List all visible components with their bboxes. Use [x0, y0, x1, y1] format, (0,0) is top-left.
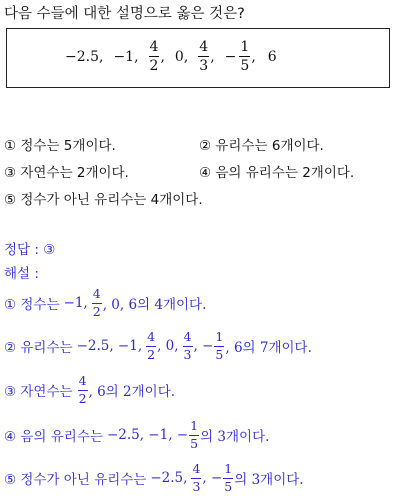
- fraction-numerator: 4: [149, 39, 159, 55]
- fraction-denominator: 2: [147, 346, 156, 362]
- number-0: 0,: [174, 48, 189, 65]
- fraction-denominator: 3: [183, 346, 192, 362]
- fraction-numerator: 4: [183, 329, 192, 344]
- fraction: [78, 375, 88, 405]
- fraction-denominator: 3: [192, 478, 201, 494]
- explanation-values: , −: [193, 338, 214, 354]
- fraction: [189, 420, 199, 450]
- fraction-denominator: 3: [199, 58, 209, 74]
- explanation-values: , 0,: [157, 338, 179, 354]
- explanation-2: [4, 331, 312, 361]
- comma: ,: [160, 48, 165, 65]
- fraction-denominator: 5: [190, 435, 199, 451]
- comma: ,: [210, 48, 215, 65]
- option-4[interactable]: ④ 음의 유리수는 2개이다.: [199, 165, 355, 181]
- explanation-5: [4, 463, 304, 493]
- fraction-numerator: 4: [199, 39, 209, 55]
- explanation-rest: 의 3개이다.: [234, 472, 304, 488]
- number-neg-1: −1,: [113, 48, 139, 65]
- fraction-denominator: 5: [224, 478, 233, 494]
- fraction-denominator: 2: [92, 303, 101, 319]
- explanation-rest: , 6의 7개이다.: [225, 340, 312, 356]
- question-text: 다음 수들에 대한 설명으로 옳은 것은?: [4, 6, 245, 22]
- explanation-lead: ④ 음의 유리수는: [4, 429, 103, 445]
- fraction-numerator: 1: [240, 39, 250, 55]
- explanation-values: −1,: [63, 295, 88, 311]
- minus-sign: −: [224, 48, 237, 65]
- fraction-4-3: [198, 40, 209, 73]
- fraction-denominator: 2: [78, 390, 87, 406]
- option-2[interactable]: ② 유리수는 6개이다.: [199, 138, 324, 154]
- option-3[interactable]: ③ 자연수는 2개이다.: [4, 165, 129, 181]
- fraction-numerator: 1: [215, 329, 224, 344]
- explanation-values: −2.5,: [150, 470, 188, 486]
- explanation-1: [4, 288, 206, 318]
- fraction: [191, 463, 201, 493]
- fraction-denominator: 2: [149, 58, 159, 74]
- fraction-1-5: [239, 40, 250, 73]
- fraction-denominator: 5: [215, 346, 224, 362]
- fraction: [214, 331, 224, 361]
- explanation-rest: 의 3개이다.: [200, 429, 270, 445]
- explanation-lead: ② 유리수는: [4, 340, 73, 356]
- fraction-numerator: 4: [92, 286, 101, 301]
- explanation-values: −2.5, −1, −: [106, 427, 189, 443]
- explanation-title: 해설 :: [4, 266, 39, 282]
- fraction-4-2: [149, 40, 160, 73]
- fraction-numerator: 4: [147, 329, 156, 344]
- fraction: [183, 331, 193, 361]
- fraction: [223, 463, 233, 493]
- option-1[interactable]: ① 정수는 5개이다.: [4, 138, 116, 154]
- fraction: [146, 331, 156, 361]
- option-5[interactable]: ⑤ 정수가 아닌 유리수는 4개이다.: [4, 192, 203, 208]
- fraction-numerator: 4: [78, 373, 87, 388]
- number-neg-2-5: −2.5,: [65, 48, 104, 65]
- answer-text: 정답 : ③: [4, 242, 56, 258]
- fraction-denominator: 5: [240, 58, 250, 74]
- explanation-values: , −: [202, 470, 223, 486]
- fraction: [92, 288, 102, 318]
- number-6: 6: [267, 48, 277, 65]
- explanation-4: [4, 420, 269, 450]
- explanation-rest: , 0, 6의 4개이다.: [102, 297, 207, 313]
- explanation-values: −2.5, −1,: [76, 338, 143, 354]
- fraction-numerator: 4: [192, 461, 201, 476]
- comma: ,: [251, 48, 256, 65]
- fraction-numerator: 1: [190, 418, 199, 433]
- explanation-lead: ③ 자연수는: [4, 384, 73, 400]
- explanation-3: [4, 375, 175, 405]
- explanation-rest: , 6의 2개이다.: [88, 384, 176, 400]
- number-list: [65, 40, 281, 73]
- explanation-lead: ① 정수는: [4, 297, 60, 313]
- number-box: [6, 28, 390, 88]
- explanation-lead: ⑤ 정수가 아닌 유리수는: [4, 472, 147, 488]
- fraction-numerator: 1: [224, 461, 233, 476]
